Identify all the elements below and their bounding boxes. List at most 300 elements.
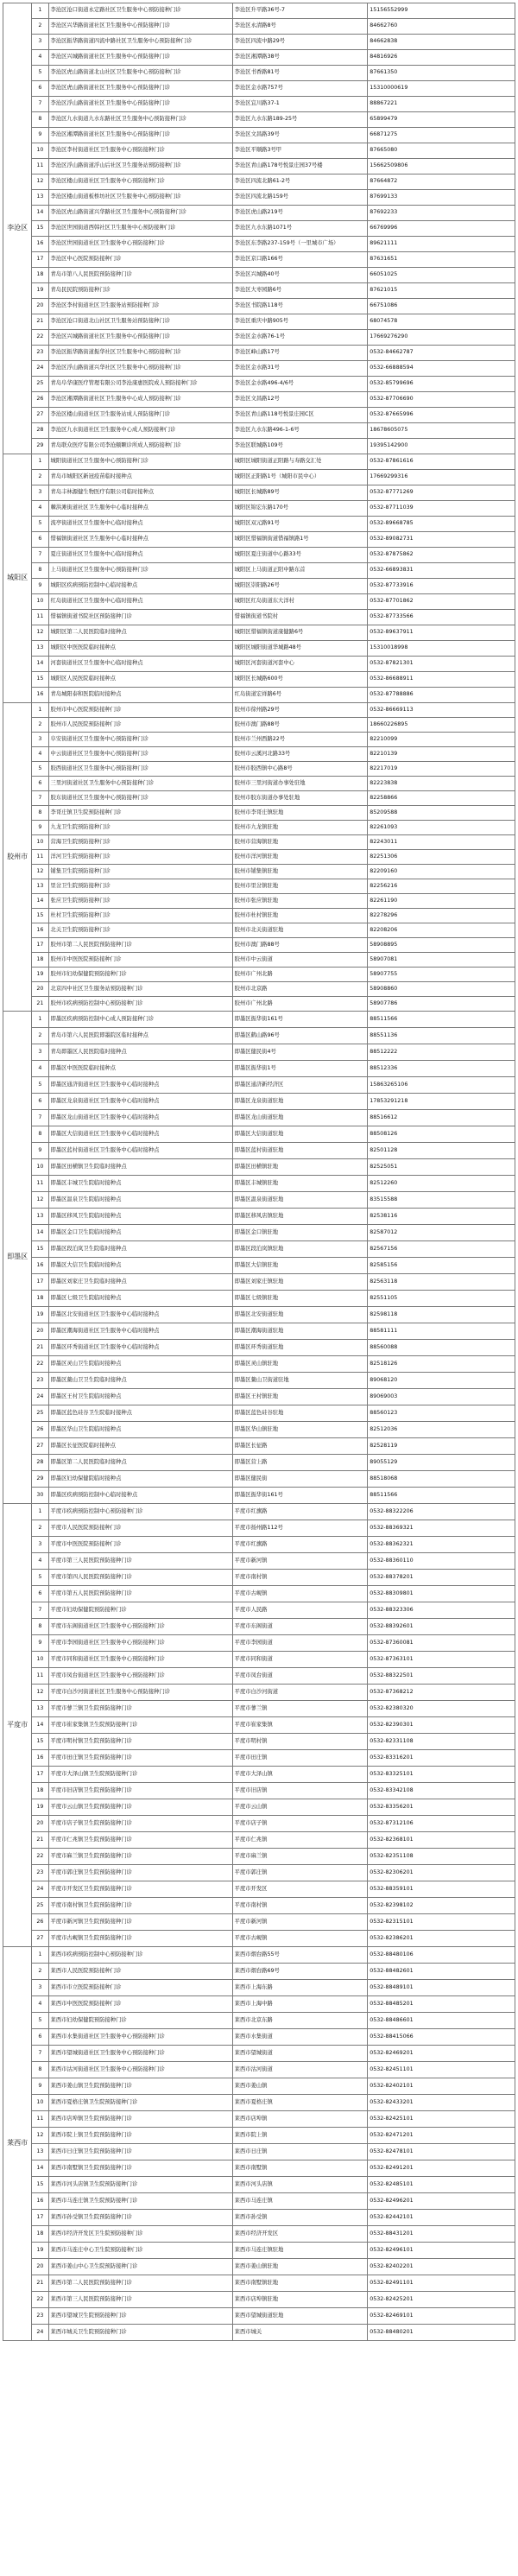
row-number: 14 [32, 1717, 48, 1734]
site-phone: 0532-87363101 [368, 1652, 515, 1668]
site-address: 李沧区湘潭路38号 [232, 50, 368, 66]
site-address: 平度市白沙河街道 [232, 1685, 368, 1701]
site-phone: 0532-82306201 [368, 1865, 515, 1881]
table-row [3, 408, 515, 423]
site-address: 莱西市店埠镇 [232, 2111, 368, 2128]
site-name: 李沧区虎山路街道兴华路社区卫生服务中心预防接种门诊 [48, 206, 232, 221]
site-phone: 82567156 [368, 1241, 515, 1258]
site-phone: 19395142900 [368, 439, 515, 454]
site-name: 平度市凤台街道社区卫生服务中心预防接种门诊 [48, 1668, 232, 1685]
site-address: 胶州市广州北路 [232, 968, 368, 982]
site-address: 平度市古岘镇 [232, 1586, 368, 1602]
site-name: 即墨区龙山街道社区卫生服务中心临时接种点 [48, 1110, 232, 1126]
site-phone: 82538116 [368, 1209, 515, 1225]
site-phone: 0532-87368212 [368, 1685, 515, 1701]
site-phone: 0532-87733566 [368, 610, 515, 625]
site-name: 莱西市中医医院预防接种门诊 [48, 1996, 232, 2013]
site-phone: 15662509806 [368, 159, 515, 174]
table-row [3, 206, 515, 221]
table-row [3, 1537, 515, 1553]
site-name: 李沧区楼山街道社区卫生服务中心预防接种门诊 [48, 174, 232, 190]
site-address: 平度市凤台街道 [232, 1668, 368, 1685]
table-row [3, 3, 515, 19]
row-number: 16 [32, 1750, 48, 1767]
row-number: 11 [32, 1176, 48, 1192]
row-number: 2 [32, 470, 48, 485]
row-number: 25 [32, 1405, 48, 1422]
site-name: 中云街道社区卫生服务中心预防接种门诊 [48, 747, 232, 762]
site-name: 平度市中医医院预防接种门诊 [48, 1537, 232, 1553]
table-row [3, 610, 515, 625]
site-phone: 87621015 [368, 283, 515, 299]
row-number: 23 [32, 2308, 48, 2325]
table-row [3, 143, 515, 159]
site-name: 即墨区田横镇卫生院临时接种点 [48, 1159, 232, 1176]
table-row [3, 454, 515, 470]
site-address: 莱西市马连庄镇 [232, 2193, 368, 2210]
row-number: 19 [32, 1307, 48, 1323]
site-address: 平度市新河镇 [232, 1914, 368, 1931]
site-name: 李沧区沧口街道北山社区卫生服务站预防接种门诊 [48, 314, 232, 330]
site-phone: 0532-82351108 [368, 1849, 515, 1865]
district-cell: 李沧区 [3, 3, 32, 454]
table-row [3, 762, 515, 777]
table-row [3, 821, 515, 835]
table-row [3, 938, 515, 953]
site-phone: 82512260 [368, 1176, 515, 1192]
site-phone: 0532-89637911 [368, 625, 515, 641]
site-address: 即墨区丰城镇驻地 [232, 1176, 368, 1192]
table-row [3, 501, 515, 517]
site-phone: 15310018998 [368, 641, 515, 657]
row-number: 19 [32, 2243, 48, 2259]
table-row [3, 1964, 515, 1980]
row-number: 6 [32, 532, 48, 548]
row-number: 17 [32, 252, 48, 268]
row-number: 7 [32, 1602, 48, 1619]
site-name: 九龙卫生院预防接种门诊 [48, 821, 232, 835]
row-number: 10 [32, 594, 48, 610]
site-name: 平度市第四人民医院预防接种门诊 [48, 1570, 232, 1586]
site-address: 平度市田庄镇 [232, 1750, 368, 1767]
row-number: 29 [32, 439, 48, 454]
site-name: 平度市第五人民医院预防接种门诊 [48, 1586, 232, 1602]
site-phone: 65899479 [368, 112, 515, 128]
site-address: 即墨区灵山镇驻地 [232, 1356, 368, 1373]
table-row [3, 879, 515, 894]
table-row [3, 594, 515, 610]
table-row [3, 548, 515, 563]
site-address: 莱西市姜山镇 [232, 2078, 368, 2095]
row-number: 18 [32, 1291, 48, 1307]
site-phone: 82528119 [368, 1438, 515, 1455]
site-address: 即墨区华山镇驻地 [232, 1422, 368, 1438]
site-address: 平度市新河镇 [232, 1553, 368, 1570]
site-name: 莱西市妇幼保健院预防接种门诊 [48, 2013, 232, 2029]
row-number: 8 [32, 112, 48, 128]
row-number: 7 [32, 2046, 48, 2062]
table-row [3, 1980, 515, 1996]
site-address: 平度市明村镇 [232, 1734, 368, 1750]
site-address: 平度市麻兰镇 [232, 1849, 368, 1865]
site-address: 平度市红旗路 [232, 1537, 368, 1553]
row-number: 10 [32, 2095, 48, 2111]
table-row [3, 1865, 515, 1881]
site-name: 莱西市人民医院预防接种门诊 [48, 1964, 232, 1980]
site-name: 北京四中社区卫生服务站预防接种门诊 [48, 982, 232, 997]
table-row [3, 19, 515, 35]
site-name: 铺集卫生院预防接种门诊 [48, 865, 232, 879]
row-number: 12 [32, 625, 48, 641]
table-row [3, 517, 515, 532]
site-phone: 0532-87706690 [368, 392, 515, 408]
row-number: 12 [32, 865, 48, 879]
row-number: 7 [32, 1110, 48, 1126]
vaccination-site-table [3, 3, 515, 2341]
site-phone: 0532-87733916 [368, 579, 515, 594]
table-row [3, 1028, 515, 1044]
site-phone: 85209588 [368, 806, 515, 821]
site-name: 李沧区振华路街道振华社区卫生服务中心预防接种门诊 [48, 346, 232, 361]
site-name: 李沧区九水街道社区卫生服务中心成人预防接种门诊 [48, 423, 232, 439]
row-number: 12 [32, 174, 48, 190]
row-number: 3 [32, 485, 48, 501]
site-address: 胶州市洋河镇驻地 [232, 850, 368, 865]
site-phone: 0532-89082731 [368, 532, 515, 548]
site-name: 平度市郭庄镇卫生院预防接种门诊 [48, 1865, 232, 1881]
row-number: 3 [32, 733, 48, 747]
site-name: 上马街道社区卫生服务中心预防接种门诊 [48, 563, 232, 579]
table-row [3, 1602, 515, 1619]
site-phone: 82551105 [368, 1291, 515, 1307]
site-address: 胶州市云溪河北路33号 [232, 747, 368, 762]
row-number: 20 [32, 299, 48, 314]
site-name: 夏庄街道社区卫生服务中心临时接种点 [48, 548, 232, 563]
table-row [3, 1061, 515, 1077]
table-row [3, 283, 515, 299]
row-number: 18 [32, 953, 48, 968]
site-phone: 0532-82386201 [368, 1931, 515, 1947]
table-row [3, 718, 515, 733]
row-number: 16 [32, 688, 48, 703]
row-number: 25 [32, 377, 48, 392]
row-number: 13 [32, 879, 48, 894]
site-phone: 0532-88378201 [368, 1570, 515, 1586]
site-address: 李沧区文昌路39号 [232, 128, 368, 143]
site-name: 李沧区李村街道社区卫生服务中心预防接种门诊 [48, 143, 232, 159]
site-phone: 0532-83356201 [368, 1799, 515, 1816]
site-name: 平度市明村镇卫生院预防接种门诊 [48, 1734, 232, 1750]
site-name: 惜福镇街道书院社区预防接种门诊 [48, 610, 232, 625]
site-name: 李沧区中心医院预防接种门诊 [48, 252, 232, 268]
site-name: 即墨区段泊岚卫生院临时接种点 [48, 1241, 232, 1258]
row-number: 17 [32, 938, 48, 953]
table-row [3, 1159, 515, 1176]
table-row [3, 2013, 515, 2029]
site-phone: 0532-82433201 [368, 2095, 515, 2111]
site-address: 平度市南村镇 [232, 1570, 368, 1586]
site-address: 李沧区青山路118号悦景庄园C区 [232, 408, 368, 423]
site-name: 即墨区七级卫生院临时接种点 [48, 1291, 232, 1307]
row-number: 21 [32, 2275, 48, 2292]
site-name: 北关卫生院预防接种门诊 [48, 923, 232, 938]
row-number: 4 [32, 50, 48, 66]
site-phone: 0532-82398102 [368, 1898, 515, 1914]
site-phone: 58908860 [368, 982, 515, 997]
site-name: 莱西市南墅镇卫生院预防接种门诊 [48, 2160, 232, 2177]
table-row [3, 1373, 515, 1389]
site-address: 莱西市院上镇 [232, 2128, 368, 2144]
site-phone: 68074578 [368, 314, 515, 330]
site-phone: 0532-88485201 [368, 1996, 515, 2013]
row-number: 6 [32, 1094, 48, 1110]
row-number: 1 [32, 1012, 48, 1028]
row-number: 21 [32, 314, 48, 330]
table-row [3, 1914, 515, 1931]
site-name: 李沧区振华路街道四流中路社区卫生服务中心预防接种门诊 [48, 35, 232, 50]
site-address: 胶州市徐州路29号 [232, 703, 368, 718]
table-row [3, 470, 515, 485]
row-number: 11 [32, 610, 48, 625]
site-phone: 87664872 [368, 174, 515, 190]
table-row [3, 909, 515, 923]
site-name: 李哥庄镇卫生院预防接种门诊 [48, 806, 232, 821]
table-row [3, 1405, 515, 1422]
site-address: 即墨区潮海街道驻地 [232, 1323, 368, 1340]
site-name: 平度市蓼兰镇卫生院预防接种门诊 [48, 1701, 232, 1717]
table-row [3, 850, 515, 865]
row-number: 16 [32, 2193, 48, 2210]
site-phone: 82223838 [368, 777, 515, 791]
site-phone: 88508126 [368, 1126, 515, 1143]
row-number: 9 [32, 1143, 48, 1159]
district-cell: 平度市 [3, 1504, 32, 1947]
site-name: 李沧区浮山路街道社区卫生服务中心预防接种门诊 [48, 97, 232, 112]
site-address: 莱西市沽河街道 [232, 2062, 368, 2078]
site-address: 李沧区大枣园路6号 [232, 283, 368, 299]
table-row [3, 672, 515, 688]
site-name: 即墨区环秀街道社区卫生服务中心临时接种点 [48, 1340, 232, 1356]
site-address: 胶州市中云街道 [232, 953, 368, 968]
site-address: 李沧区金水路496-4/6号 [232, 377, 368, 392]
site-name: 李沧区虎山路街道社区卫生服务中心预防接种门诊 [48, 81, 232, 97]
site-address: 莱西市孙受镇 [232, 2210, 368, 2226]
site-name: 莱西市经济开发区卫生院预防接种门诊 [48, 2226, 232, 2243]
table-row [3, 835, 515, 850]
table-row [3, 237, 515, 252]
site-address: 平度市人民路 [232, 1602, 368, 1619]
row-number: 8 [32, 2062, 48, 2078]
site-phone: 88512222 [368, 1044, 515, 1061]
site-name: 即墨区疾病预防控制中心成人预防接种门诊 [48, 1012, 232, 1028]
site-phone: 82501128 [368, 1143, 515, 1159]
site-phone: 0532-82402101 [368, 2078, 515, 2095]
site-name: 洋河卫生院预防接种门诊 [48, 850, 232, 865]
row-number: 15 [32, 2177, 48, 2193]
site-name: 李沧区沧口街道永定路社区卫生服务中心预防接种门诊 [48, 3, 232, 19]
site-phone: 66751086 [368, 299, 515, 314]
table-row [3, 35, 515, 50]
row-number: 21 [32, 1832, 48, 1849]
site-address: 李沧区峰山路17号 [232, 346, 368, 361]
site-phone: 82209160 [368, 865, 515, 879]
table-row [3, 894, 515, 909]
site-phone: 0532-87861616 [368, 454, 515, 470]
site-name: 李沧区兴城路街道社区卫生服务中心预防接种门诊 [48, 50, 232, 66]
row-number: 23 [32, 346, 48, 361]
table-row [3, 221, 515, 237]
table-row [3, 688, 515, 703]
site-address: 城阳区城阳街道正阳路与寿路交汇处 [232, 454, 368, 470]
site-address: 胶州市张应镇驻地 [232, 894, 368, 909]
site-name: 河套街道社区卫生服务中心临时接种点 [48, 657, 232, 672]
site-address: 平度市云山镇 [232, 1799, 368, 1816]
site-address: 即墨区田横镇驻地 [232, 1159, 368, 1176]
site-address: 即墨区振华街161号 [232, 1012, 368, 1028]
site-address: 胶州市杜村镇驻地 [232, 909, 368, 923]
site-address: 莱西市夏格庄镇 [232, 2095, 368, 2111]
site-address: 莱西市水集街道 [232, 2029, 368, 2046]
table-row [3, 1110, 515, 1126]
table-row [3, 1323, 515, 1340]
site-name: 平度市南村镇卫生院预防接种门诊 [48, 1898, 232, 1914]
site-address: 即墨区振华街1号 [232, 1061, 368, 1077]
site-name: 莱西市河头店镇卫生院预防接种门诊 [48, 2177, 232, 2193]
row-number: 13 [32, 2144, 48, 2160]
site-address: 胶州市九龙镇驻地 [232, 821, 368, 835]
site-name: 平度市新河镇卫生院预防接种门诊 [48, 1914, 232, 1931]
row-number: 26 [32, 1914, 48, 1931]
row-number: 22 [32, 1356, 48, 1373]
site-phone: 88551136 [368, 1028, 515, 1044]
site-name: 惜福镇街道社区卫生服务中心临时接种点 [48, 532, 232, 548]
site-name: 平度市人民医院预防接种门诊 [48, 1520, 232, 1537]
row-number: 6 [32, 81, 48, 97]
site-phone: 0532-86669113 [368, 703, 515, 718]
row-number: 28 [32, 423, 48, 439]
table-row [3, 2275, 515, 2292]
row-number: 17 [32, 1767, 48, 1783]
table-row [3, 81, 515, 97]
table-row [3, 1044, 515, 1061]
site-phone: 0532-88359101 [368, 1881, 515, 1898]
table-row [3, 2325, 515, 2341]
site-name: 平度市田庄镇卫生院预防接种门诊 [48, 1750, 232, 1767]
row-number: 19 [32, 283, 48, 299]
row-number: 18 [32, 2226, 48, 2243]
site-name: 莱西市姜山镇卫生院预防接种门诊 [48, 2078, 232, 2095]
table-row [3, 314, 515, 330]
table-row [3, 1291, 515, 1307]
site-phone: 82261190 [368, 894, 515, 909]
site-phone: 88518068 [368, 1471, 515, 1488]
site-phone: 15156552999 [368, 3, 515, 19]
table-row [3, 2111, 515, 2128]
site-name: 即墨区长征医院临时接种点 [48, 1438, 232, 1455]
table-row [3, 1438, 515, 1455]
site-address: 李沧区金水路757号 [232, 81, 368, 97]
site-name: 阜安街道社区卫生服务中心预防接种门诊 [48, 733, 232, 747]
site-phone: 17853291218 [368, 1094, 515, 1110]
site-address: 平度市蓼兰镇 [232, 1701, 368, 1717]
row-number: 3 [32, 1980, 48, 1996]
row-number: 21 [32, 997, 48, 1012]
site-address: 莱西市上海东路 [232, 1980, 368, 1996]
site-address: 莱西市南墅镇驻地 [232, 2275, 368, 2292]
site-name: 平度市店子镇卫生院预防接种门诊 [48, 1816, 232, 1832]
site-name: 青岛市城阳区新冠疫苗临时接种点 [48, 470, 232, 485]
site-address: 即墨区鳌山卫街道驻地 [232, 1373, 368, 1389]
table-row [3, 1799, 515, 1816]
site-phone: 0532-87821301 [368, 657, 515, 672]
site-address: 即墨区蓝色硅谷驻地 [232, 1405, 368, 1422]
site-phone: 89068120 [368, 1373, 515, 1389]
site-phone: 0532-88480106 [368, 1947, 515, 1964]
site-name: 李沧区虎山路街道北山社区卫生服务中心预防接种门诊 [48, 66, 232, 81]
table-row [3, 968, 515, 982]
row-number: 1 [32, 454, 48, 470]
site-name: 即墨区华山卫生院临时接种点 [48, 1422, 232, 1438]
site-name: 城阳街道社区卫生服务中心预防接种门诊 [48, 454, 232, 470]
site-phone: 0532-82469101 [368, 2308, 515, 2325]
site-address: 即墨区刘家庄镇驻地 [232, 1274, 368, 1291]
site-name: 即墨区蓝村街道社区卫生服务中心临时接种点 [48, 1143, 232, 1159]
table-row [3, 2308, 515, 2325]
site-phone: 87699133 [368, 190, 515, 206]
site-name: 莱西市店埠镇卫生院预防接种门诊 [48, 2111, 232, 2128]
site-address: 城阳区红岛街道东大洋村 [232, 594, 368, 610]
site-address: 城阳区惜福镇街道惜福镇路1号 [232, 532, 368, 548]
site-name: 莱西市马连庄镇卫生院预防接种门诊 [48, 2193, 232, 2210]
table-row [3, 1504, 515, 1520]
site-address: 平度市同和街道 [232, 1652, 368, 1668]
table-row [3, 1307, 515, 1323]
site-address: 李沧区平顺路3号甲 [232, 143, 368, 159]
row-number: 13 [32, 190, 48, 206]
row-number: 2 [32, 718, 48, 733]
site-address: 即墨区段泊岚镇驻地 [232, 1241, 368, 1258]
table-row [3, 1356, 515, 1373]
site-phone: 18678605075 [368, 423, 515, 439]
site-name: 即墨区北安街道社区卫生服务中心临时接种点 [48, 1307, 232, 1323]
site-name: 流亭街道社区卫生服务中心临时接种点 [48, 517, 232, 532]
site-phone: 82587012 [368, 1225, 515, 1241]
table-row [3, 641, 515, 657]
site-address: 平度市古岘镇 [232, 1931, 368, 1947]
table-row [3, 423, 515, 439]
site-name: 青岛联众医疗有限公司李沧颐颗诊所成人预防接种门诊 [48, 439, 232, 454]
site-address: 即墨区移风店镇驻地 [232, 1209, 368, 1225]
site-phone: 0532-82315101 [368, 1914, 515, 1931]
site-name: 即墨区第二人民医院临时接种点 [48, 1455, 232, 1471]
site-name: 莱西市姜山中心卫生院预防接种门诊 [48, 2259, 232, 2275]
site-address: 胶州市兰州西路22号 [232, 733, 368, 747]
table-row [3, 2046, 515, 2062]
site-address: 城阳区崇阳路26号 [232, 579, 368, 594]
site-address: 城阳区双元路91号 [232, 517, 368, 532]
site-address: 即墨区营上路 [232, 1455, 368, 1471]
site-address: 李沧区东李路237-159号（一里城市广场） [232, 237, 368, 252]
site-name: 平度市李园街道社区卫生服务中心预防接种门诊 [48, 1635, 232, 1652]
row-number: 9 [32, 821, 48, 835]
table-row [3, 703, 515, 718]
site-name: 莱西市夏格庄镇卫生院预防接种门诊 [48, 2095, 232, 2111]
site-name: 即墨区金口卫生院临时接种点 [48, 1225, 232, 1241]
site-address: 李沧区联城路109号 [232, 439, 368, 454]
site-phone: 87665080 [368, 143, 515, 159]
table-row [3, 159, 515, 174]
site-address: 莱西市姜山镇驻地 [232, 2259, 368, 2275]
